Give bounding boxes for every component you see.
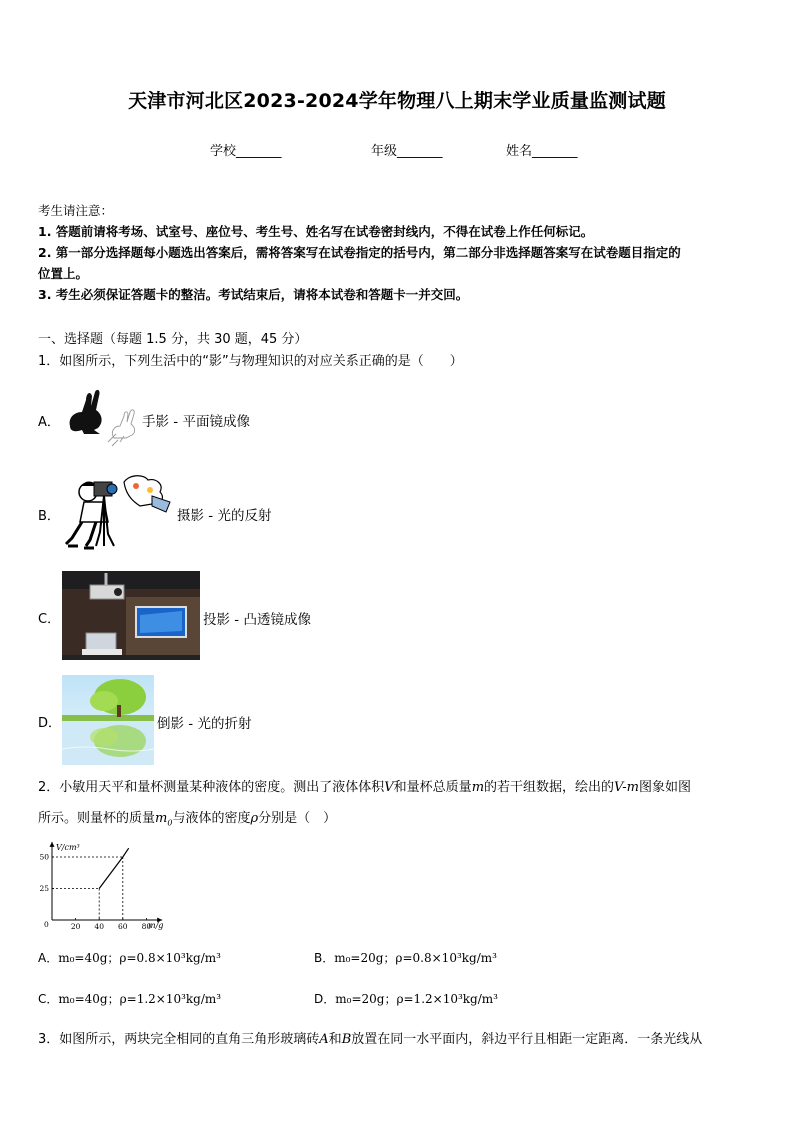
- x-tick-label: 40: [94, 922, 104, 931]
- tree-reflection-image: [62, 675, 154, 765]
- y-tick-label: 25: [39, 884, 49, 893]
- notice-item: 3. 考生必须保证答题卡的整洁。考试结束后，请将本试卷和答题卡一并交回。: [38, 287, 469, 302]
- q2-option-c: C．m₀=40g；ρ=1.2×10³kg/m³: [38, 992, 222, 1006]
- q2-option-b: B．m₀=20g；ρ=0.8×10³kg/m³: [314, 951, 497, 965]
- q2-var-m0: $m_0$: [155, 811, 173, 828]
- question-2-line-2: [38, 803, 762, 839]
- q2-var-vm: V-m: [614, 780, 639, 795]
- option-b-letter: B．: [38, 509, 60, 524]
- grade-field: 年级_______: [371, 144, 443, 159]
- v-m-graph: [30, 838, 170, 938]
- y-axis-label: V/cm³: [56, 843, 80, 852]
- section-heading: 一、选择题（每题 1.5 分，共 30 题，45 分）: [38, 332, 308, 347]
- x-axis-label: m/g: [148, 921, 164, 930]
- x-tick-label: 80: [141, 922, 152, 931]
- q2-text: 2．小敏用天平和量杯测量某种液体的密度。测出了液体体积: [38, 780, 385, 795]
- origin-label: 0: [44, 920, 49, 929]
- q2-text: 分别是（ ）: [258, 811, 337, 826]
- y-axis-arrow: [50, 842, 55, 847]
- option-d-letter: D．: [38, 716, 62, 731]
- name-field: 姓名_______: [506, 144, 578, 159]
- notice-item: 2. 第一部分选择题每小题选出答案后，需将答案写在试卷指定的括号内，第二部分非选择题答案写在试卷题目指定的: [38, 245, 681, 260]
- option-c-letter: C．: [38, 612, 61, 627]
- photographer-cartoon-image: [64, 472, 176, 552]
- q2-text: 所示。则量杯的质量: [38, 811, 156, 826]
- hand-shadow-rabbit-image: [64, 386, 140, 448]
- q2-option-d: D．m₀=20g；ρ=1.2×10³kg/m³: [314, 992, 498, 1006]
- x-tick-label: 60: [118, 922, 128, 931]
- question-1-stem: 1．如图所示，下列生活中的“影”与物理知识的对应关系正确的是（ ）: [38, 354, 463, 369]
- school-field: 学校_______: [210, 144, 282, 159]
- projector-photo-image: [62, 571, 200, 660]
- option-a-letter: A．: [38, 415, 60, 430]
- option-d-caption: 倒影 - 光的折射: [157, 716, 252, 732]
- q2-option-a: A．m₀=40g；ρ=0.8×10³kg/m³: [38, 951, 221, 965]
- question-2-line-1: [38, 772, 762, 803]
- q2-text: 图象如图: [638, 780, 691, 795]
- x-tick-label: 20: [70, 922, 81, 931]
- y-tick-label: 50: [39, 852, 49, 862]
- q2-var-rho: ρ: [250, 811, 259, 826]
- notice-item: 1. 答题前请将考场、试室号、座位号、考生号、姓名写在试卷密封线内，不得在试卷上作任何标记。: [38, 224, 594, 239]
- notice-item: 位置上。: [38, 266, 89, 281]
- option-b-caption: 摄影 - 光的反射: [177, 508, 272, 524]
- question-3-stem: 3．如图所示，两块完全相同的直角三角形玻璃砖A和B放置在同一水平面内，斜边平行且相距一定距离．一条光线从: [38, 1032, 703, 1047]
- notice-heading: 考生请注意：: [38, 203, 114, 218]
- data-line: [99, 848, 129, 888]
- q2-var-m: m: [471, 780, 485, 795]
- q2-text: 和量杯总质量: [393, 780, 472, 795]
- q2-text: 的若干组数据，绘出的: [484, 780, 615, 795]
- q2-text: 与液体的密度: [172, 811, 251, 826]
- q2-var-v: V: [384, 780, 394, 795]
- document-title: 天津市河北区2023-2024学年物理八上期末学业质量监测试题: [128, 90, 666, 112]
- option-a-caption: 手影 - 平面镜成像: [142, 414, 250, 430]
- notice-block: [38, 200, 762, 305]
- option-c-caption: 投影 - 凸透镜成像: [203, 612, 311, 628]
